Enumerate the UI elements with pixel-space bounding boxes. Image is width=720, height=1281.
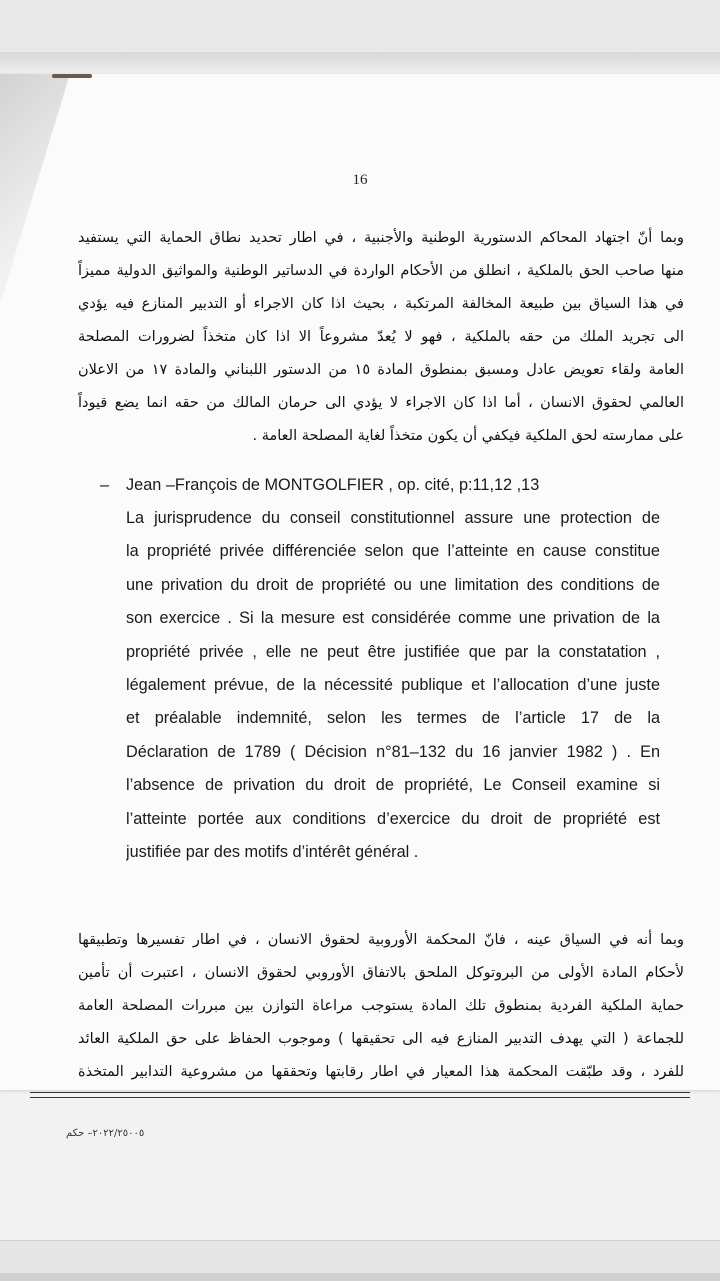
text-line: العامة ولقاء تعويض عادل ومسبق بمنطوق المادة ١٥ من الدستور اللبناني والمادة ١٧ من الاعلان (78, 362, 684, 378)
text-line: et préalable indemnité, selon les termes de l’article 17 de la (126, 709, 660, 728)
text-line: للجماعة ( التي يهدف التدبير المنازع فيه الى تحقيقها ) وموجوب الحفاظ على حق الملكية العائد (78, 1031, 684, 1047)
citation-reference-line (100, 468, 670, 502)
text-line: في هذا السياق بين طبيعة المخالفة المرتكبة ، بحيث اذا كان الاجراء أو التدبير المنازع فيه يؤدي (78, 296, 684, 312)
page-gap-shadow (0, 52, 720, 74)
text-line: وبما أنّ اجتهاد المحاكم الدستورية الوطنية والأجنبية ، في اطار تحديد نطاق الحماية التي يستفيد (78, 230, 684, 246)
french-citation (100, 468, 670, 869)
text-line: منها صاحب الحق بالملكية ، انطلق من الأحكام الواردة في الدساتير الوطنية والمواثيق الدولية مميزاً (78, 263, 684, 279)
text-line: حماية الملكية الفردية بمنطوق تلك المادة يستوجب مراعاة التوازن بين مبررات المصلحة العامة (78, 998, 684, 1014)
text-line: العالمي لحقوق الانسان ، أما اذا كان الاجراء لا يؤدي الى حرمان المالك من حقه انما يضع قيوداً (78, 395, 684, 411)
text-line: للفرد ، وقد طبّقت المحكمة هذا المعيار في اطار رقابتها وتحققها من مشروعية التدابير المتخذة (78, 1064, 684, 1080)
next-page-edge (0, 1240, 720, 1281)
text-line: l’absence de privation du droit de propriété, Le Conseil examine si (126, 776, 660, 795)
text-line: الى تجريد الملك من حقه بالملكية ، فهو لا يُعدّ مشروعاً الا اذا كان متخذاً لضرورات المصلحة (78, 329, 684, 345)
text-line: propriété privée , elle ne peut être justifiée que par la constatation , (126, 642, 660, 661)
text-line: لأحكام المادة الأولى من البروتوكل الملحق بالاتفاق الأوروبي لحقوق الانسان ، اعتبرت أن تأمين (78, 965, 684, 981)
footer-rule (30, 1092, 690, 1093)
text-line: على ممارسته لحق الملكية فيكفي أن يكون متخذاً لغاية المصلحة العامة . (252, 428, 684, 444)
text-line: son exercice . Si la mesure est considérée comme une privation de la (126, 609, 660, 628)
previous-page-edge (0, 0, 720, 53)
footer-reference: ٢٠٢٢/٢٥٠٠٥– حكم (66, 1128, 145, 1139)
footer-rule-thin (30, 1097, 690, 1098)
text-line: une privation du droit de propriété ou une limitation des conditions de (126, 575, 660, 594)
text-line: légalement prévue, de la nécessité publique et l’allocation d’une juste (126, 675, 660, 694)
arabic-paragraph-1 (78, 222, 684, 453)
text-line: La jurisprudence du conseil constitutionnel assure une protection de (126, 509, 660, 527)
page-corner-shadow (52, 74, 92, 78)
text-line: justifiée par des motifs d’intérêt général . (126, 842, 419, 861)
text-line: Déclaration de 1789 ( Décision n°81–132 du 16 janvier 1982 ) . En (126, 742, 660, 761)
citation-body (126, 502, 660, 869)
arabic-paragraph-2 (78, 924, 684, 1089)
text-line: la propriété privée différenciée selon que l’atteinte en cause constitue (126, 542, 660, 561)
page-number: 16 (352, 172, 368, 188)
citation-reference: Jean –François de MONTGOLFIER , op. cité, p:11,12 ,13 (126, 476, 540, 494)
text-line: l’atteinte portée aux conditions d’exercice du droit de propriété est (126, 809, 660, 828)
text-line: وبما أنه في السياق عينه ، فانّ المحكمة الأوروبية لحقوق الانسان ، في اطار تفسيرها وتطبيقها (78, 932, 684, 948)
list-dash: – (100, 476, 110, 494)
